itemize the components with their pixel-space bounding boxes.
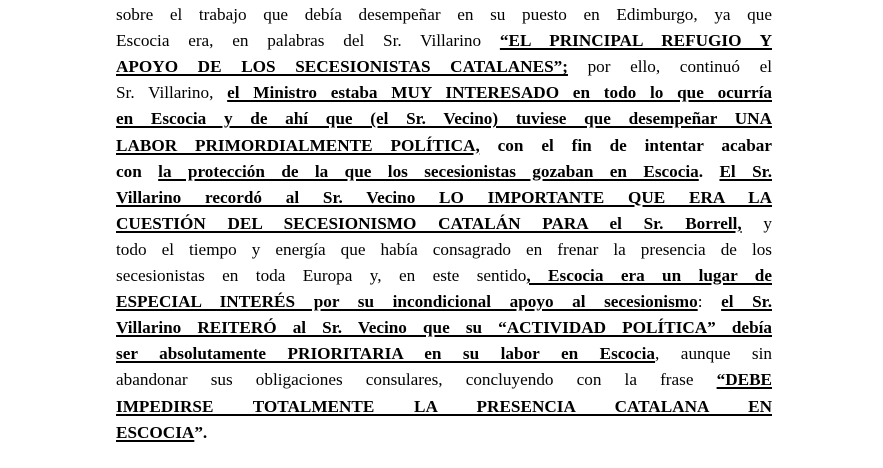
emphasized-text: ser absolutamente PRIORITARIA en su labor en Escocia — [116, 344, 656, 364]
paragraph-line — [116, 185, 772, 211]
emphasized-text: CUESTIÓN DEL SECESIONISMO CATALÁN PARA el Sr. Borrell, — [116, 213, 742, 233]
body-text: , aunque sin — [655, 344, 772, 364]
body-text: por ello, continuó el — [567, 57, 772, 77]
paragraph-line — [116, 394, 772, 420]
emphasized-text: la protección de la que los secesionistas gozaban en Escocia — [158, 161, 699, 181]
paragraph-line — [116, 80, 772, 106]
body-text: con — [116, 161, 159, 181]
emphasized-text: el Sr. — [721, 292, 772, 312]
body-text: secesionistas en toda Europa y, en este sentido — [116, 266, 527, 285]
paragraph-line — [116, 133, 772, 159]
paragraph-line — [116, 2, 772, 28]
emphasized-text: el Ministro estaba MUY INTERESADO en todo lo que ocurría — [227, 83, 772, 103]
body-text: : — [697, 292, 722, 312]
emphasized-text: Villarino recordó al Sr. Vecino LO IMPORTANTE QUE ERA LA — [116, 187, 772, 207]
emphasized-text: ESPECIAL INTERÉS por su incondicional apoyo al secesionismo — [116, 292, 698, 312]
paragraph-line — [116, 341, 772, 367]
paragraph-line — [116, 159, 772, 185]
paragraph-line — [116, 28, 772, 54]
emphasized-text: “EL PRINCIPAL REFUGIO Y — [499, 31, 773, 51]
emphasized-text: “DEBE — [716, 370, 772, 390]
paragraph-line — [116, 315, 772, 341]
body-text: Sr. Villarino, — [116, 83, 228, 103]
emphasized-text: , Escocia era un lugar de — [526, 266, 772, 285]
emphasized-text: ESCOCIA — [116, 422, 195, 442]
body-text: sobre el trabajo que debía desempeñar en su puesto en Edimburgo, ya que — [116, 5, 772, 24]
paragraph-line — [116, 237, 772, 263]
emphasized-text: IMPEDIRSE TOTALMENTE LA PRESENCIA CATALANA EN — [116, 396, 772, 416]
paragraph-line — [116, 211, 772, 237]
paragraph-line — [116, 54, 772, 80]
body-text: con el fin de intentar acabar — [479, 135, 772, 155]
paragraph-line — [116, 263, 772, 289]
paragraph-line — [116, 289, 772, 315]
paragraph-line — [116, 106, 772, 132]
paragraph-line — [116, 420, 772, 446]
emphasized-text: LABOR PRIMORDIALMENTE POLÍTICA, — [116, 135, 480, 155]
emphasized-text: APOYO DE LOS SECESIONISTAS CATALANES”; — [116, 57, 568, 77]
emphasized-text: Villarino REITERÓ al Sr. Vecino que su “ACTIVIDAD POLÍTICA” debía — [116, 318, 772, 338]
emphasized-text: El Sr. — [719, 161, 772, 181]
body-text: abandonar sus obligaciones consulares, concluyendo con la frase — [116, 370, 717, 390]
body-text: . — [698, 161, 720, 181]
body-text: todo el tiempo y energía que había consagrado en frenar la presencia de los — [116, 239, 772, 259]
body-text: Escocia era, en palabras del Sr. Villarino — [116, 31, 500, 51]
body-text: y — [741, 213, 772, 233]
paragraph-line — [116, 367, 772, 393]
body-text: ”. — [194, 422, 208, 442]
emphasized-text: en Escocia y de ahí que (el Sr. Vecino) tuviese que desempeñar UNA — [116, 109, 772, 129]
